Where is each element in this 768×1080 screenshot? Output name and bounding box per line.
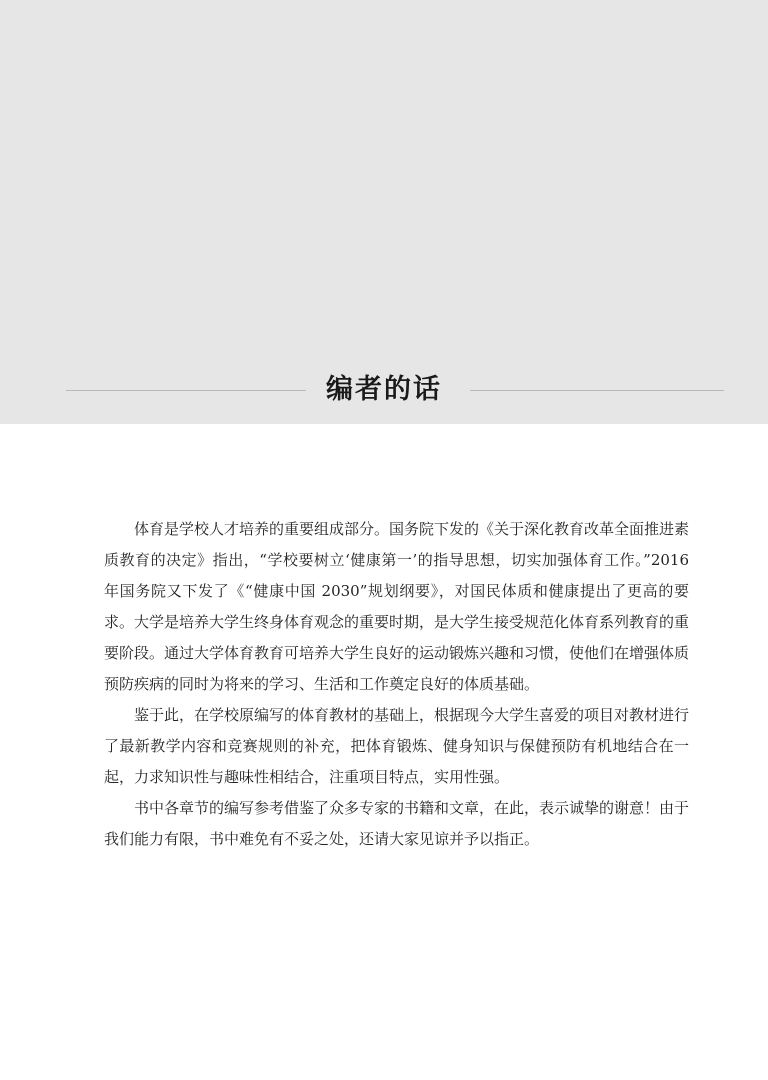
page-title: 编者的话: [326, 374, 442, 405]
paragraph-3: 书中各章节的编写参考借鉴了众多专家的书籍和文章，在此，表示诚挚的谢意！由于我们能力有限，书中难免有不妥之处，还请大家见谅并予以指正。: [104, 799, 690, 848]
body-text: [104, 514, 689, 855]
paragraph-2: 鉴于此，在学校原编写的体育教材的基础上，根据现今大学生喜爱的项目对教材进行了最新教学内容和竞赛规则的补充，把体育锻炼、健身知识与保健预防有机地结合在一起，力求知识性与趣味性相结合，注重项目特点，实用性强。: [104, 706, 690, 786]
paragraph-1: 体育是学校人才培养的重要组成部分。国务院下发的《关于深化教育改革全面推进素质教育的决定》指出，“学校要树立‘健康第一’的指导思想，切实加强体育工作。”2016 年国务院又下发了《“健康中国 2030”规划纲要》，对国民体质和健康提出了更高的要求。大学是培养大学生终身体育观念的重要时期，是大学生接受规范化体育系列教育的重要阶段。通过大学体育教育可培养大学生良好的运动锻炼兴趣和习惯，使他们在增强体质预防疾病的同时为将来的学习、生活和工作奠定良好的体质基础。: [104, 520, 690, 693]
header-band: [0, 0, 768, 424]
